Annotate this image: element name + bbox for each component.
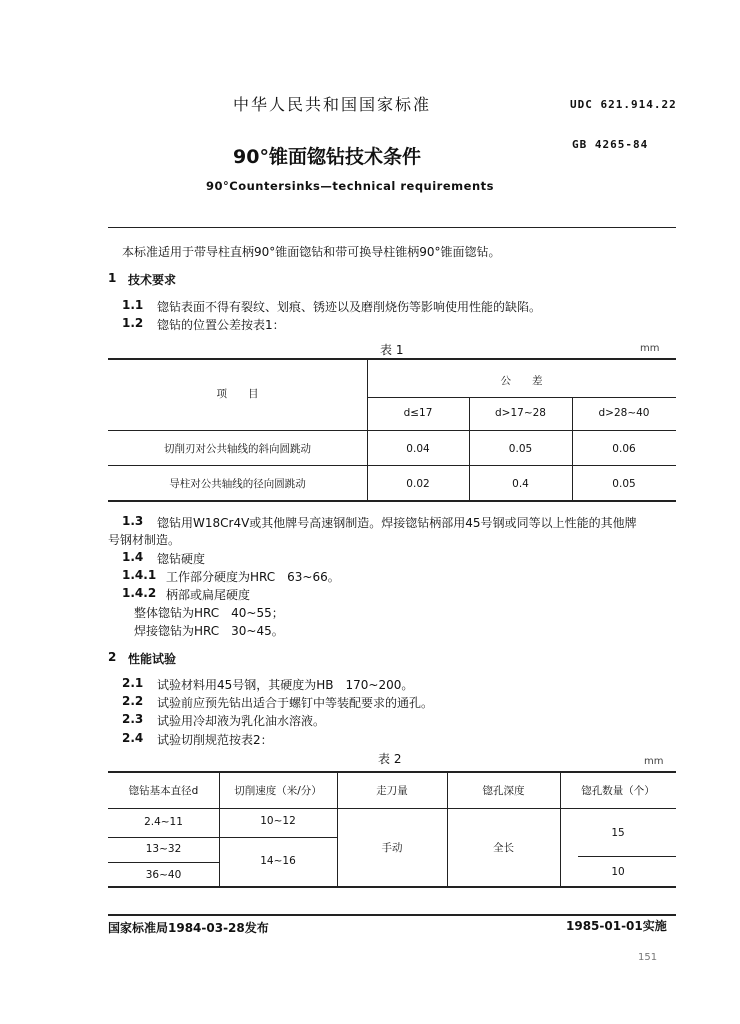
standard-org: 中华人民共和国国家标准 bbox=[233, 95, 432, 114]
table-2-cell: 13~32 bbox=[145, 843, 182, 855]
clause-1-4-1-text: 工作部分硬度为HRC 63~66。 bbox=[166, 570, 340, 584]
clause-2-3-number: 2.3 bbox=[122, 712, 144, 726]
intro-text: 本标准适用于带导柱直柄90°锥面锪钻和带可换导柱锥柄90°锥面锪钻。 bbox=[122, 245, 501, 259]
clause-1-4-2-item: 整体锪钻为HRC 40~55； bbox=[134, 606, 284, 620]
table-2-cell: 10~12 bbox=[260, 815, 296, 827]
clause-2-2-number: 2.2 bbox=[122, 694, 144, 708]
table-1-bottom-rule bbox=[108, 500, 676, 502]
clause-2-4-text: 试验切削规范按表2： bbox=[157, 733, 273, 747]
clause-2-4-number: 2.4 bbox=[122, 731, 144, 745]
clause-2-2-text: 试验前应预先钻出适合于螺钉中等装配要求的通孔。 bbox=[157, 696, 434, 710]
table-1-header-rule bbox=[108, 430, 676, 431]
table-1-tolerance-header: 公 差 bbox=[500, 375, 543, 387]
table-2-header: 锪钻基本直径d bbox=[128, 785, 199, 797]
table-1-top-rule bbox=[108, 358, 676, 360]
issue-date: 国家标准局1984-03-28发布 bbox=[108, 921, 269, 935]
table-2-cell: 2.4~11 bbox=[144, 816, 183, 828]
section-1-title: 技术要求 bbox=[128, 273, 177, 287]
clause-1-4-2-text: 柄部或扁尾硬度 bbox=[166, 588, 251, 602]
footer-divider bbox=[108, 914, 676, 916]
table-1-row-label: 切削刃对公共轴线的斜向圆跳动 bbox=[164, 443, 311, 455]
clause-1-2-number: 1.2 bbox=[122, 316, 144, 330]
clause-1-3-text: 锪钻用W18Cr4V或其他牌号高速钢制造。焊接锪钻柄部用45号钢或同等以上性能的其他牌 bbox=[157, 516, 637, 530]
table-1-row-rule bbox=[108, 465, 676, 466]
table-2-header: 锪孔数量（个） bbox=[581, 785, 655, 797]
table-1-unit: mm bbox=[640, 343, 660, 354]
table-2-header: 锪孔深度 bbox=[482, 785, 525, 797]
clause-2-1-text: 试验材料用45号钢，其硬度为HB 170~200。 bbox=[157, 678, 414, 692]
clause-2-1-number: 2.1 bbox=[122, 676, 144, 690]
table-1-cell: 0.05 bbox=[612, 478, 636, 490]
table-2-cell: 10 bbox=[611, 866, 625, 878]
clause-1-4-text: 锪钻硬度 bbox=[157, 552, 206, 566]
page-number: 151 bbox=[638, 952, 658, 963]
header-divider bbox=[108, 227, 676, 228]
english-title: 90°Countersinks—technical requirements bbox=[206, 179, 494, 193]
clause-1-1-number: 1.1 bbox=[122, 298, 144, 312]
table-2-row-rule bbox=[108, 862, 219, 863]
section-2-title: 性能试验 bbox=[128, 652, 177, 666]
table-1-row-label: 导柱对公共轴线的径向圆跳动 bbox=[169, 478, 306, 490]
clause-1-3-number: 1.3 bbox=[122, 514, 144, 528]
table-1-caption: 表 1 bbox=[380, 343, 404, 357]
table-1-cell: 0.06 bbox=[612, 443, 636, 455]
section-2-number: 2 bbox=[108, 650, 117, 664]
table-1-subheader: d>17~28 bbox=[495, 407, 546, 419]
clause-1-4-number: 1.4 bbox=[122, 550, 144, 564]
clause-1-4-2-number: 1.4.2 bbox=[122, 586, 157, 600]
document-title: 90°锥面锪钻技术条件 bbox=[233, 146, 421, 168]
table-1-cell: 0.4 bbox=[512, 478, 529, 490]
table-1-sub-rule bbox=[367, 397, 676, 398]
table-2-cell: 36~40 bbox=[145, 869, 182, 881]
table-2-unit: mm bbox=[644, 756, 664, 767]
table-1-cell: 0.05 bbox=[508, 443, 533, 455]
table-2-row-rule bbox=[578, 856, 676, 857]
table-1-subheader: d≤17 bbox=[403, 407, 433, 419]
table-2-cell: 15 bbox=[611, 827, 625, 839]
table-2-header-rule bbox=[108, 808, 676, 809]
clause-2-3-text: 试验用冷却液为乳化油水溶液。 bbox=[157, 714, 326, 728]
table-1-item-header: 项 目 bbox=[216, 388, 259, 400]
table-2-top-rule bbox=[108, 771, 676, 773]
table-2-row-rule bbox=[108, 837, 337, 838]
clause-1-4-2-item: 焊接锪钻为HRC 30~45。 bbox=[134, 624, 284, 638]
clause-1-3-text-cont: 号钢材制造。 bbox=[108, 533, 181, 547]
table-2-header: 切削速度（米/分） bbox=[234, 785, 322, 797]
gb-code: GB 4265-84 bbox=[572, 138, 649, 151]
table-2-cell: 手动 bbox=[381, 842, 403, 854]
table-2-cell: 全长 bbox=[493, 842, 514, 854]
clause-1-2-text: 锪钻的位置公差按表1： bbox=[157, 318, 285, 332]
table-2-header: 走刀量 bbox=[376, 785, 408, 797]
table-2-caption: 表 2 bbox=[378, 752, 402, 766]
table-2-bottom-rule bbox=[108, 886, 676, 888]
section-1-number: 1 bbox=[108, 271, 117, 285]
table-1-subheader: d>28~40 bbox=[598, 407, 650, 419]
udc-code: UDC 621.914.22 bbox=[570, 98, 677, 111]
table-1-cell: 0.02 bbox=[406, 478, 430, 490]
table-2-cell: 14~16 bbox=[260, 855, 296, 867]
table-1-cell: 0.04 bbox=[406, 443, 430, 455]
clause-1-4-1-number: 1.4.1 bbox=[122, 568, 157, 582]
clause-1-1-text: 锪钻表面不得有裂纹、划痕、锈迹以及磨削烧伤等影响使用性能的缺陷。 bbox=[157, 300, 542, 314]
effective-date: 1985-01-01实施 bbox=[566, 919, 667, 933]
